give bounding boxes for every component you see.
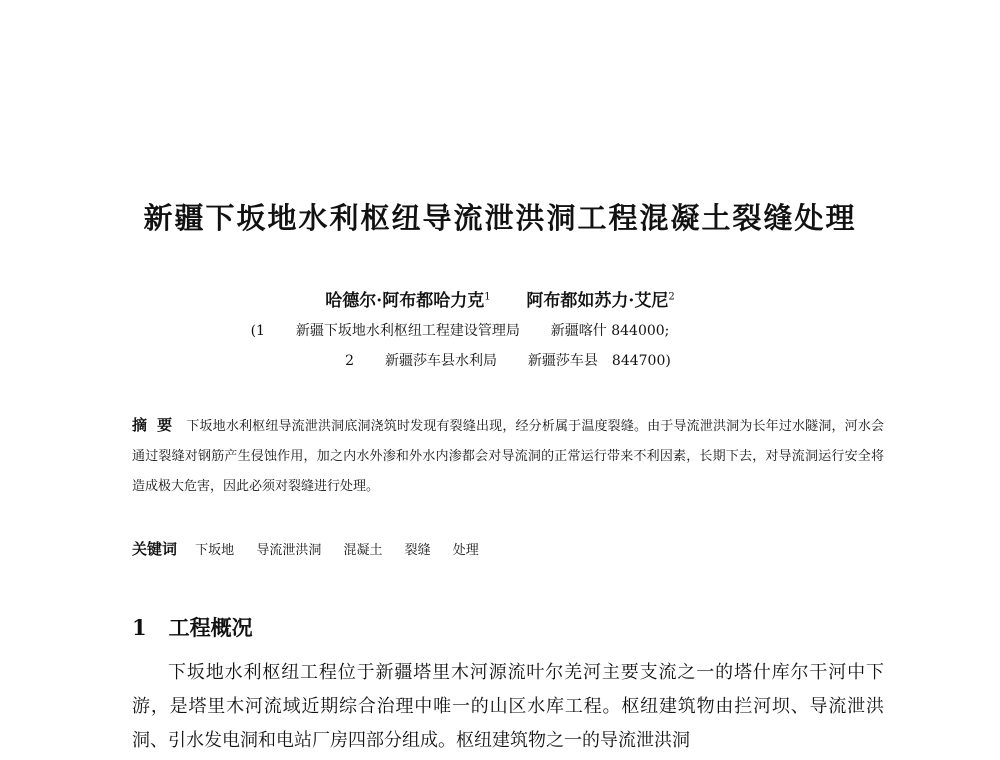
affiliation-location: 新疆莎车县 844700): [527, 353, 671, 369]
author-affiliation-mark: 1: [484, 291, 491, 303]
section-heading: [132, 612, 253, 642]
paper-title: 新疆下坂地水利枢纽导流泄洪洞工程混凝土裂缝处理: [143, 201, 857, 235]
abstract-label: 摘要: [132, 416, 183, 434]
author-line: [0, 286, 1000, 311]
keyword: 混凝土: [343, 543, 383, 558]
keyword: 下坂地: [195, 543, 235, 558]
abstract-text: 下坂地水利枢纽导流泄洪洞底洞浇筑时发现有裂缝出现，经分析属于温度裂缝。由于导流泄洪洞为长年过水隧洞，河水会通过裂缝对钢筋产生侵蚀作用，加之内水外渗和外水内渗都会对导流洞的正常运行带来不利因素，长期下去，对导流洞运行安全将造成极大危害，因此必须对裂缝进行处理。: [132, 419, 884, 494]
affiliation-line: [8, 350, 1000, 370]
affiliation-organization: 新疆莎车县水利局: [385, 353, 497, 369]
section-title: 工程概况: [168, 615, 253, 640]
author-affiliation-mark: 2: [668, 291, 675, 303]
affiliation-line: [0, 320, 960, 340]
keywords-label: 关键词: [132, 540, 178, 558]
affiliation-number: 2: [345, 353, 355, 369]
keyword: 裂缝: [404, 543, 431, 558]
keyword: 处理: [452, 543, 479, 558]
section-number: 1: [132, 615, 147, 640]
body-paragraph: 下坂地水利枢纽工程位于新疆塔里木河源流叶尔羌河主要支流之一的塔什库尔干河中下游，是塔里木河流域近期综合治理中唯一的山区水库工程。枢纽建筑物由拦河坝、导流泄洪洞、引水发电洞和电站厂房四部分组成。枢纽建筑物之一的导流泄洪洞: [132, 662, 884, 751]
keyword: 导流泄洪洞: [256, 543, 322, 558]
author-name: 哈德尔·阿布都哈力克: [325, 291, 485, 311]
abstract: [132, 410, 884, 502]
keywords: [132, 538, 884, 559]
affiliation-location: 新疆喀什 844000;: [550, 323, 670, 339]
affiliation-number: (1: [250, 323, 265, 339]
author-name: 阿布都如苏力·艾尼: [526, 291, 669, 311]
affiliation-organization: 新疆下坂地水利枢纽工程建设管理局: [295, 323, 520, 339]
